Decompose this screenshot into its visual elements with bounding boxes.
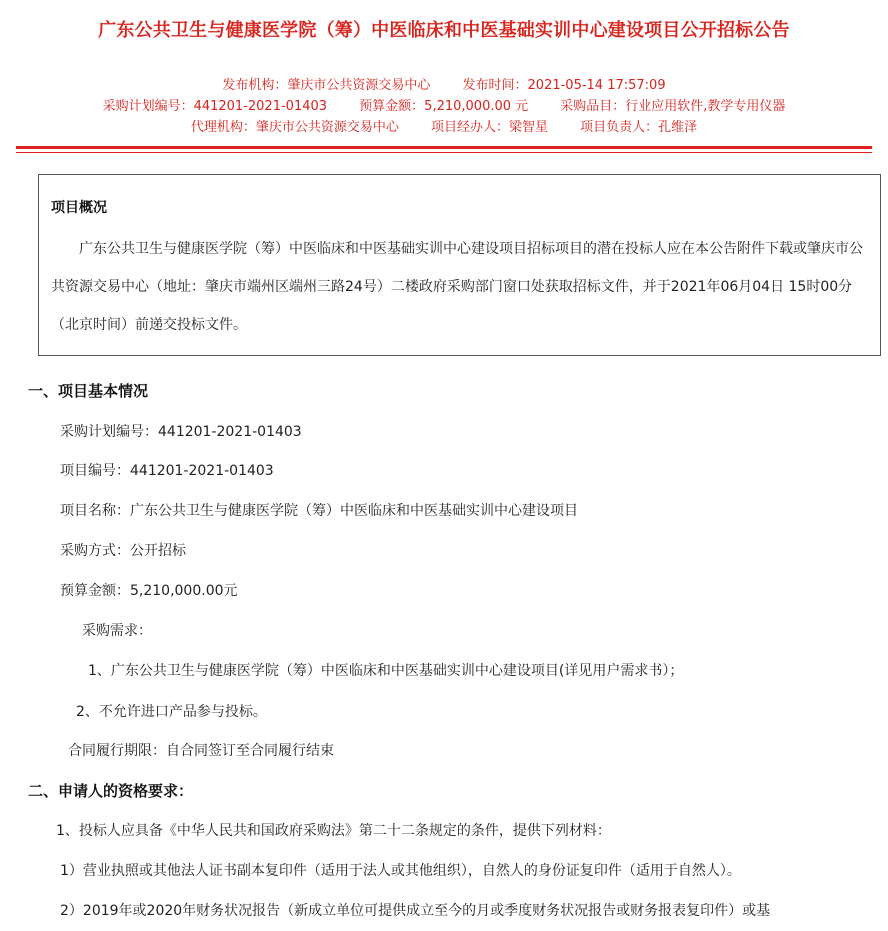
project-number-line: 项目编号：441201-2021-01403	[60, 463, 274, 479]
project-overview-box	[38, 174, 881, 356]
demand-item-1: 1、广东公共卫生与健康医学院（筹）中医临床和中医基础实训中心建设项目(详见用户需求书）；	[88, 663, 684, 679]
demand-label: 采购需求：	[82, 623, 152, 639]
agency-field: 代理机构：肇庆市公共资源交易中心	[190, 120, 399, 135]
section-2-heading: 二、申请人的资格要求：	[28, 782, 194, 800]
meta-row-3	[0, 116, 888, 135]
plan-number-field: 采购计划编号：441201-2021-01403	[102, 99, 328, 114]
procurement-method-line: 采购方式：公开招标	[60, 543, 186, 559]
qualification-item-1-2: 2）2019年或2020年财务状况报告（新成立单位可提供成立至今的月或季度财务状况报告或财务报表复印件）或基	[60, 903, 771, 919]
manager-field: 项目经办人：梁智星	[430, 120, 548, 135]
plan-number-line: 采购计划编号：441201-2021-01403	[60, 424, 302, 440]
category-field: 采购品目：行业应用软件,教学专用仪器	[560, 99, 786, 114]
budget-field: 预算金额：5,210,000.00 元	[359, 99, 529, 114]
overview-heading: 项目概况	[51, 200, 107, 216]
budget-line: 预算金额：5,210,000.00元	[60, 583, 238, 599]
demand-item-2: 2、不允许进口产品参与投标。	[76, 704, 267, 720]
meta-row-1	[0, 74, 888, 93]
contract-period-line: 合同履行期限：自合同签订至合同履行结束	[68, 743, 334, 759]
publish-time-field: 发布时间：2021-05-14 17:57:09	[462, 78, 666, 93]
meta-row-2	[0, 95, 888, 114]
leader-field: 项目负责人：孔维泽	[580, 120, 698, 135]
notice-title: 广东公共卫生与健康医学院（筹）中医临床和中医基础实训中心建设项目公开招标公告	[98, 20, 790, 41]
qualification-item-1-1: 1）营业执照或其他法人证书副本复印件（适用于法人或其他组织），自然人的身份证复印件（适用于自然人）。	[60, 863, 741, 879]
project-name-line: 项目名称：广东公共卫生与健康医学院（筹）中医临床和中医基础实训中心建设项目	[60, 503, 578, 519]
publisher-field: 发布机构：肇庆市公共资源交易中心	[222, 78, 431, 93]
section-1-heading: 一、项目基本情况	[28, 382, 149, 400]
qualification-item-1: 1、投标人应具备《中华人民共和国政府采购法》第二十二条规定的条件，提供下列材料：	[56, 823, 611, 839]
header-divider-thin	[16, 152, 872, 153]
header-divider-thick	[16, 146, 872, 149]
overview-text: 广东公共卫生与健康医学院（筹）中医临床和中医基础实训中心建设项目招标项目的潜在投标人应在本公告附件下载或肇庆市公共资源交易中心（地址：肇庆市端州区端州三路24号）二楼政府采购部门窗口处获取招标文件，并于2021年06月04日 15时00分（北京时间）前递交投标文件。	[51, 241, 863, 333]
